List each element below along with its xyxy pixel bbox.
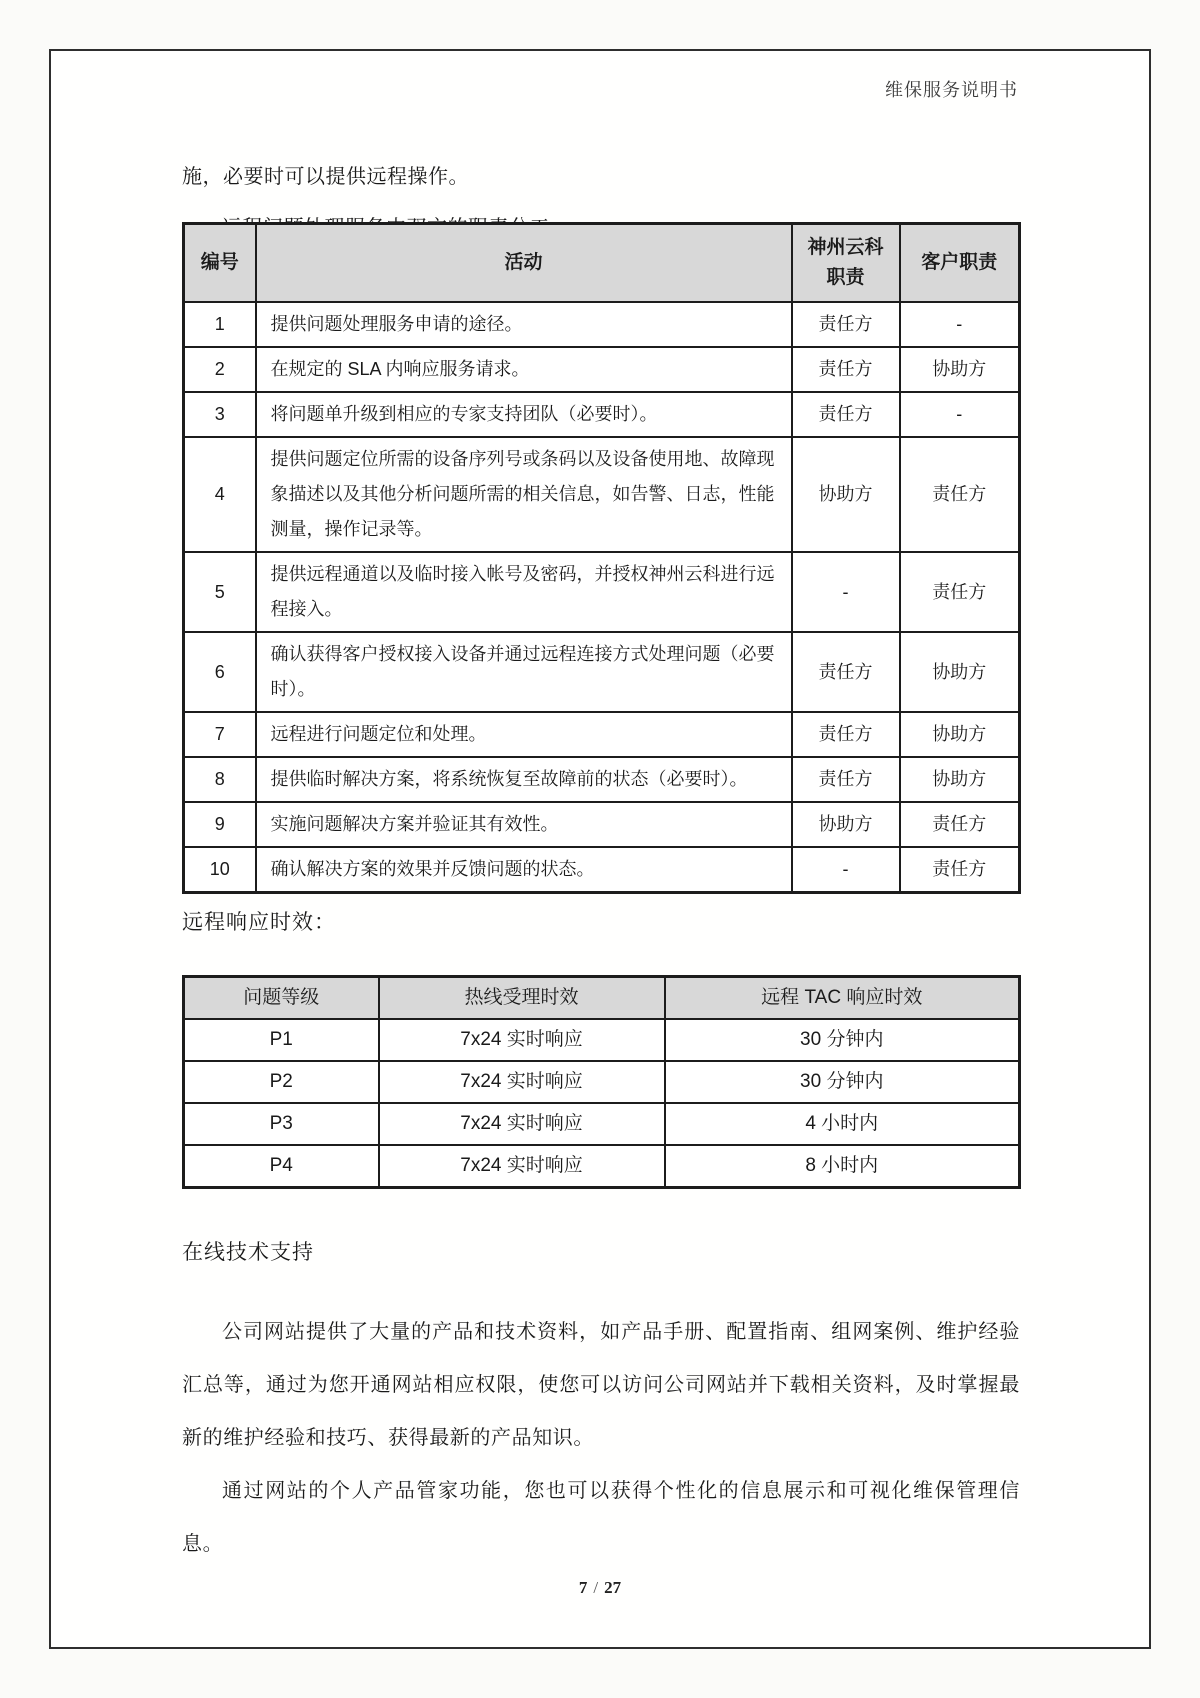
- footer-page-number: 7: [578, 1578, 588, 1597]
- cell-vendor: 责任方: [792, 757, 900, 802]
- cell-no: 6: [184, 632, 256, 712]
- cell-tac: 4 小时内: [665, 1103, 1020, 1145]
- sla-table: [182, 975, 1021, 1189]
- cell-customer: -: [900, 302, 1020, 347]
- online-support-paragraph-1: 公司网站提供了大量的产品和技术资料，如产品手册、配置指南、组网案例、维护经验汇总等，通过为您开通网站相应权限，使您可以访问公司网站并下载相关资料，及时掌握最新的维护经验和技巧、获得最新的产品知识。: [182, 1321, 1020, 1449]
- cell-vendor: -: [792, 552, 900, 632]
- cell-activity: 提供问题定位所需的设备序列号或条码以及设备使用地、故障现象描述以及其他分析问题所需的相关信息，如告警、日志，性能测量，操作记录等。: [256, 437, 792, 552]
- cell-vendor: 责任方: [792, 712, 900, 757]
- cell-vendor: 协助方: [792, 437, 900, 552]
- table-row: [184, 1061, 1020, 1103]
- table-row: [184, 802, 1020, 847]
- table-row: [184, 1019, 1020, 1061]
- cell-hotline: 7x24 实时响应: [379, 1019, 665, 1061]
- cell-level: P1: [184, 1019, 379, 1061]
- cell-customer: 责任方: [900, 552, 1020, 632]
- cell-vendor: 责任方: [792, 302, 900, 347]
- cell-no: 3: [184, 392, 256, 437]
- cell-no: 8: [184, 757, 256, 802]
- table-row: [184, 552, 1020, 632]
- cell-tac: 30 分钟内: [665, 1061, 1020, 1103]
- cell-level: P2: [184, 1061, 379, 1103]
- cell-vendor: 责任方: [792, 392, 900, 437]
- cell-vendor: 责任方: [792, 632, 900, 712]
- footer-total-pages: 27: [604, 1578, 622, 1597]
- header-customer: 客户职责: [900, 224, 1020, 303]
- table-row: [184, 1145, 1020, 1188]
- cell-vendor: 协助方: [792, 802, 900, 847]
- table-row: [184, 392, 1020, 437]
- cell-activity: 将问题单升级到相应的专家支持团队（必要时）。: [256, 392, 792, 437]
- cell-tac: 30 分钟内: [665, 1019, 1020, 1061]
- table-header-row: [184, 224, 1020, 303]
- cell-no: 10: [184, 847, 256, 893]
- online-support-heading: 在线技术支持: [182, 1241, 314, 1264]
- cell-activity: 在规定的 SLA 内响应服务请求。: [256, 347, 792, 392]
- sla-section-label: 远程响应时效：: [182, 911, 336, 934]
- header-hotline-sla: 热线受理时效: [379, 977, 665, 1020]
- header-activity: 活动: [256, 224, 792, 303]
- table-row: [184, 757, 1020, 802]
- cell-no: 2: [184, 347, 256, 392]
- cell-hotline: 7x24 实时响应: [379, 1061, 665, 1103]
- cell-activity: 提供问题处理服务申请的途径。: [256, 302, 792, 347]
- cell-level: P4: [184, 1145, 379, 1188]
- cell-customer: 协助方: [900, 347, 1020, 392]
- cell-customer: 责任方: [900, 437, 1020, 552]
- cell-no: 9: [184, 802, 256, 847]
- header-problem-level: 问题等级: [184, 977, 379, 1020]
- cell-activity: 提供临时解决方案，将系统恢复至故障前的状态（必要时）。: [256, 757, 792, 802]
- cell-no: 7: [184, 712, 256, 757]
- cell-hotline: 7x24 实时响应: [379, 1103, 665, 1145]
- footer-separator: /: [593, 1578, 599, 1597]
- online-support-paragraph-2: 通过网站的个人产品管家功能，您也可以获得个性化的信息展示和可视化维保管理信息。: [182, 1480, 1020, 1555]
- header-no: 编号: [184, 224, 256, 303]
- header-vendor: [792, 224, 900, 303]
- cell-activity: 远程进行问题定位和处理。: [256, 712, 792, 757]
- table-row: [184, 302, 1020, 347]
- cell-customer: 协助方: [900, 632, 1020, 712]
- table-row: [184, 632, 1020, 712]
- cell-customer: 协助方: [900, 712, 1020, 757]
- cell-customer: 协助方: [900, 757, 1020, 802]
- cell-customer: -: [900, 392, 1020, 437]
- responsibility-table: [182, 222, 1021, 894]
- cell-customer: 责任方: [900, 802, 1020, 847]
- table-row: [184, 847, 1020, 893]
- header-tac-sla: 远程 TAC 响应时效: [665, 977, 1020, 1020]
- table-row: [184, 437, 1020, 552]
- cell-level: P3: [184, 1103, 379, 1145]
- cell-no: 4: [184, 437, 256, 552]
- header-vendor-line1: 神州云科: [807, 237, 884, 258]
- cell-no: 1: [184, 302, 256, 347]
- cell-activity: 确认获得客户授权接入设备并通过远程连接方式处理问题（必要时）。: [256, 632, 792, 712]
- table-row: [184, 1103, 1020, 1145]
- page-footer: [0, 1578, 1200, 1598]
- lead-paragraph: 施，必要时可以提供远程操作。: [182, 166, 469, 188]
- cell-customer: 责任方: [900, 847, 1020, 893]
- cell-vendor: 责任方: [792, 347, 900, 392]
- header-vendor-line2: 职责: [826, 267, 865, 288]
- cell-vendor: -: [792, 847, 900, 893]
- cell-activity: 提供远程通道以及临时接入帐号及密码，并授权神州云科进行远程接入。: [256, 552, 792, 632]
- cell-activity: 实施问题解决方案并验证其有效性。: [256, 802, 792, 847]
- table-header-row: [184, 977, 1020, 1020]
- cell-tac: 8 小时内: [665, 1145, 1020, 1188]
- cell-hotline: 7x24 实时响应: [379, 1145, 665, 1188]
- table-row: [184, 712, 1020, 757]
- cell-activity: 确认解决方案的效果并反馈问题的状态。: [256, 847, 792, 893]
- doc-header-title: 维保服务说明书: [885, 80, 1018, 100]
- cell-no: 5: [184, 552, 256, 632]
- table-row: [184, 347, 1020, 392]
